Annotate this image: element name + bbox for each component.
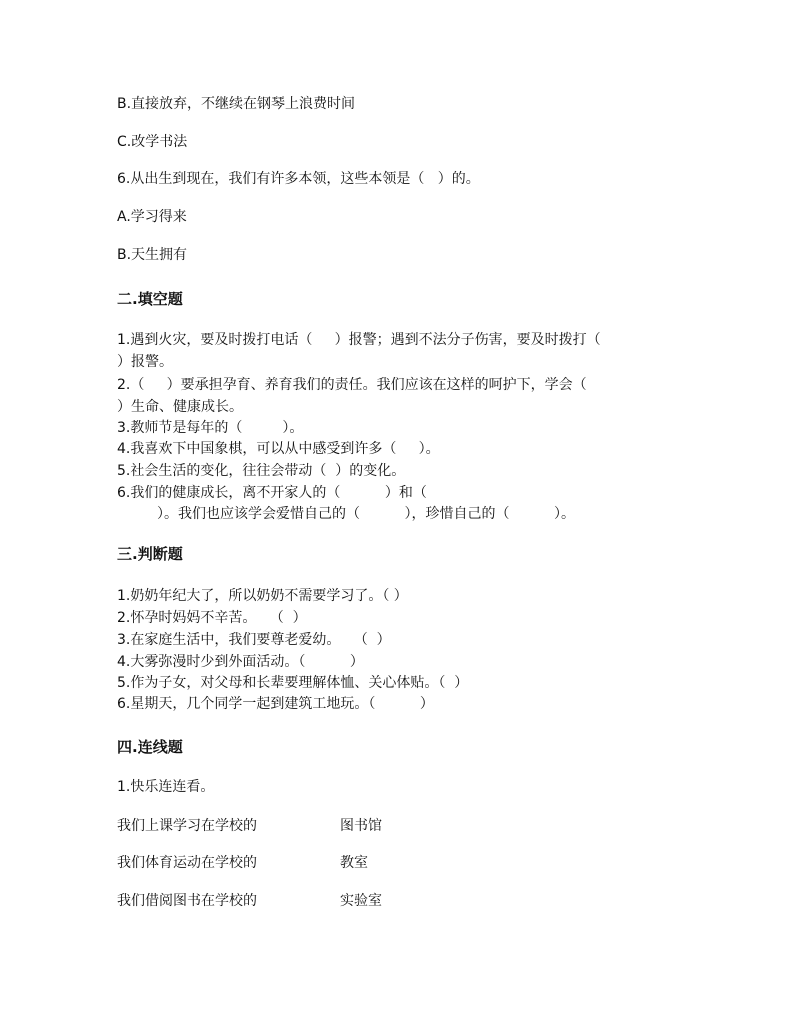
judge-line: 2.怀孕时妈妈不辛苦。 （ ）: [117, 610, 307, 626]
q6-option-a: A.学习得来: [117, 209, 187, 225]
q6-option-b: B.天生拥有: [117, 247, 188, 263]
matching-left-item: 我们体育运动在学校的: [117, 855, 257, 871]
judge-line: 6.星期天，几个同学一起到建筑工地玩。（ ）: [117, 696, 434, 712]
fill-line: 4.我喜欢下中国象棋，可以从中感受到许多（ ）。: [117, 441, 440, 457]
judge-heading: 三.判断题: [117, 545, 183, 563]
fill-line: 2.（ ）要承担孕育、养育我们的责任。我们应该在这样的呵护下，学会（: [117, 377, 587, 393]
matching-right-item: 教室: [340, 855, 368, 871]
fill-line: 5.社会生活的变化，往往会带动（ ）的变化。: [117, 463, 406, 479]
matching-heading: 四.连线题: [117, 738, 183, 756]
option-c: C.改学书法: [117, 134, 188, 150]
judge-line: 1.奶奶年纪大了，所以奶奶不需要学习了。（ ）: [117, 588, 408, 604]
matching-left-item: 我们上课学习在学校的: [117, 818, 257, 834]
fill-line: ）生命、健康成长。: [117, 399, 243, 415]
judge-line: 4.大雾弥漫时少到外面活动。（ ）: [117, 654, 364, 670]
matching-right-item: 实验室: [340, 893, 382, 909]
option-b: B.直接放弃，不继续在钢琴上浪费时间: [117, 96, 356, 112]
fill-line: ）报警。: [117, 354, 173, 370]
judge-line: 3.在家庭生活中，我们要尊老爱幼。 （ ）: [117, 632, 391, 648]
matching-right-item: 图书馆: [340, 818, 382, 834]
question-6: 6.从出生到现在，我们有许多本领，这些本领是（ ）的。: [117, 171, 480, 187]
judge-line: 5.作为子女，对父母和长辈要理解体恤、关心体贴。（ ）: [117, 675, 469, 691]
matching-intro: 1.快乐连连看。: [117, 779, 215, 795]
fill-line: 3.教师节是每年的（ ）。: [117, 420, 304, 436]
fill-line: 6.我们的健康成长，离不开家人的（ ）和（: [117, 485, 427, 501]
fill-blank-heading: 二.填空题: [117, 290, 183, 308]
fill-line: 1.遇到火灾，要及时拨打电话（ ）报警；遇到不法分子伤害，要及时拨打（: [117, 332, 601, 348]
matching-left-item: 我们借阅图书在学校的: [117, 893, 257, 909]
fill-line: ）。我们也应该学会爱惜自己的（ ），珍惜自己的（ ）。: [117, 506, 576, 522]
